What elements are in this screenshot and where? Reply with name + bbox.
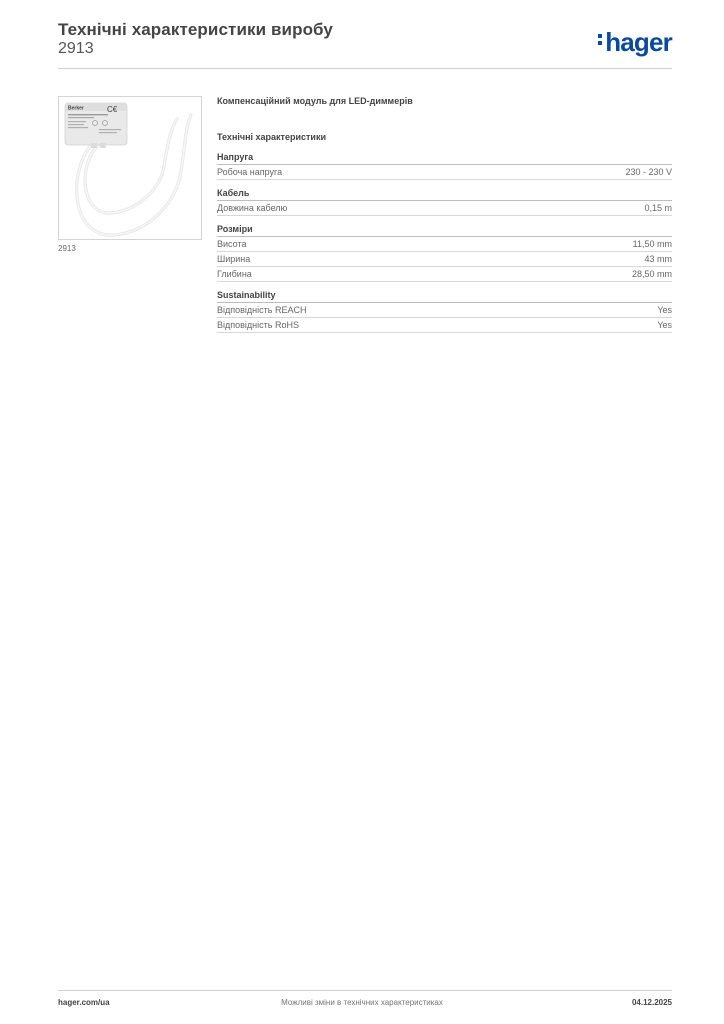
compensation-module-image [59, 97, 201, 239]
spec-row [217, 237, 672, 252]
page-title: Технічні характеристики виробу [58, 20, 333, 39]
spec-row [217, 201, 672, 216]
header-divider [58, 68, 672, 69]
photo-caption: 2913 [58, 244, 76, 253]
spec-label: Ширина [217, 254, 251, 264]
spec-row [217, 318, 672, 333]
svg-text:C€: C€ [107, 105, 118, 114]
spec-label: Відповідність RoHS [217, 320, 299, 330]
logo-colon-icon [598, 32, 603, 48]
spec-value: 0,15 m [644, 203, 672, 213]
spec-row [217, 303, 672, 318]
spec-group-title: Кабель [217, 188, 672, 201]
logo-text: hager [605, 27, 672, 57]
product-photo [58, 96, 202, 240]
spec-value: Yes [657, 305, 672, 315]
section-heading: Технічні характеристики [217, 132, 326, 142]
specifications-panel [217, 96, 672, 341]
spec-group-sustainability [217, 290, 672, 333]
hager-logo [598, 27, 672, 57]
product-name: Компенсаційний модуль для LED-диммерів [217, 96, 413, 106]
spec-value: 43 mm [644, 254, 672, 264]
spec-label: Робоча напруга [217, 167, 283, 177]
spec-group-voltage [217, 152, 672, 180]
footer-disclaimer: Можливі зміни в технічних характеристиках [281, 998, 443, 1007]
spec-value: Yes [657, 320, 672, 330]
spec-label: Довжина кабелю [217, 203, 288, 213]
footer-website-link[interactable]: hager.com/ua [58, 998, 110, 1007]
spec-label: Відповідність REACH [217, 305, 307, 315]
product-code: 2913 [58, 40, 94, 57]
spec-row [217, 165, 672, 180]
spec-value: 28,50 mm [631, 269, 672, 279]
spec-label: Висота [217, 239, 247, 249]
spec-row [217, 267, 672, 282]
spec-group-title: Sustainability [217, 290, 672, 303]
footer-date: 04.12.2025 [631, 998, 672, 1007]
spec-label: Глибина [217, 269, 252, 279]
spec-group-title: Напруга [217, 152, 672, 165]
spec-value: 230 - 230 V [625, 167, 672, 177]
footer-divider [58, 990, 672, 991]
spec-group-cable [217, 188, 672, 216]
spec-group-title: Розміри [217, 224, 672, 237]
spec-value: 11,50 mm [632, 239, 672, 249]
spec-row [217, 252, 672, 267]
device-brand-label: Berker [68, 105, 84, 112]
spec-group-dimensions [217, 224, 672, 282]
